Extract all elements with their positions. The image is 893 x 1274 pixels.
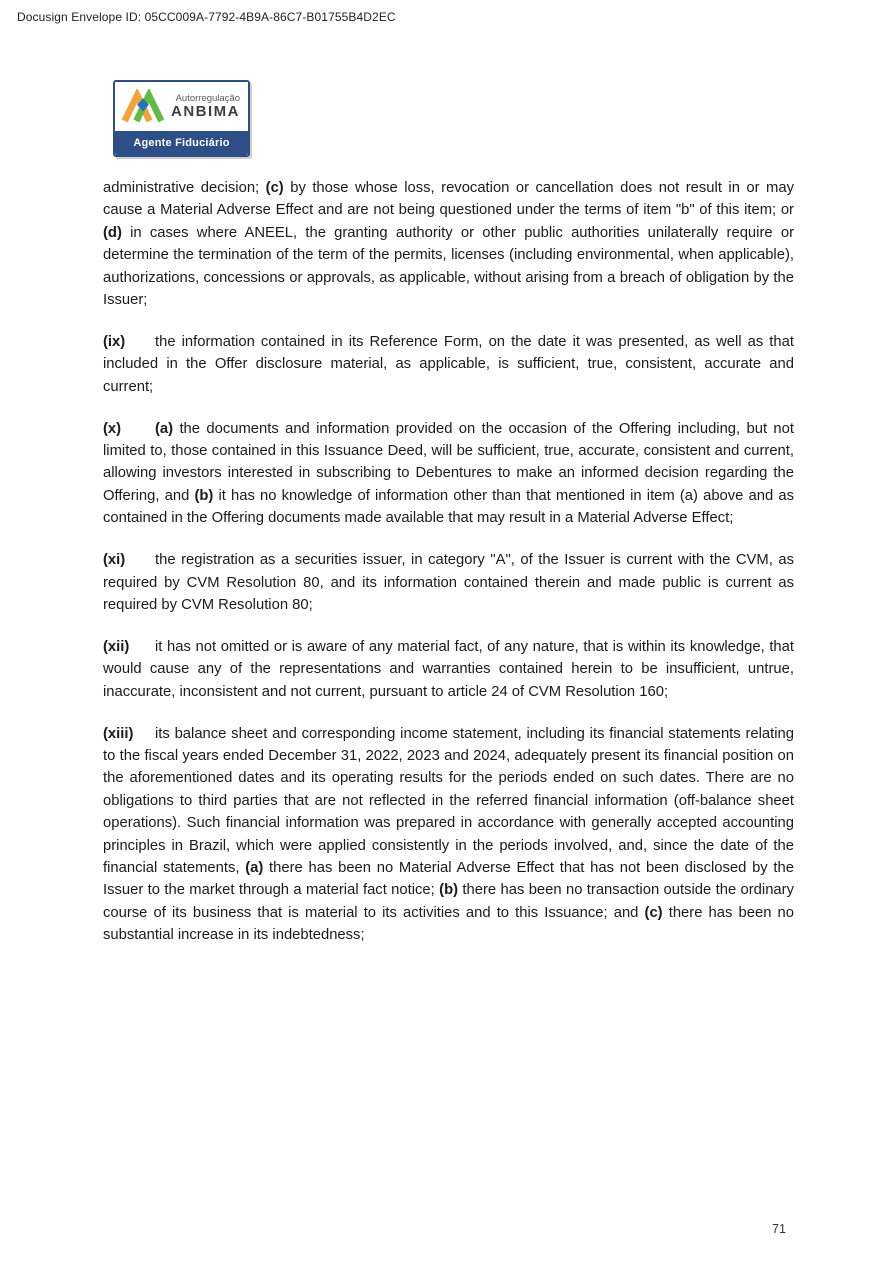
paragraph-label: (ix)	[103, 333, 126, 350]
anbima-brand-name: ANBIMA	[171, 102, 240, 120]
paragraph-label: (x)	[103, 420, 122, 437]
anbima-mark-icon	[121, 89, 165, 125]
text-run: its balance sheet and corresponding income statement, including its financial statements relating to the fiscal years ended December 31, 2022, 2023 and 2024, adequately present its financial position on the aforementioned dates and its operating results for the periods ended on such dates. There are no obligations to third parties that are not reflected in the referred financial information (off-balance sheet operations). Such financial information was prepared in accordance with generally accepted accounting principles in Brazil, which were applied consistently in the periods involved, and, since the date of the financial statements,	[103, 725, 794, 877]
paragraph	[103, 636, 794, 703]
paragraph	[103, 177, 794, 311]
paragraph	[103, 418, 794, 530]
paragraph	[103, 723, 794, 947]
text-run: there has been no transaction outside the ordinary course of its business that is material to its activities and to this Issuance; and	[103, 882, 794, 921]
text-run: in cases where ANEEL, the granting authority or other public authorities unilaterally require or determine the termination of the term of the permits, licenses (including environmental, when applicable), authorizations, concessions or approvals, as applicable, without arising from a breach of obligation by the Issuer;	[103, 224, 794, 309]
text-run: administrative decision;	[103, 180, 266, 196]
paragraph	[103, 549, 794, 616]
bold-run: (b)	[439, 882, 459, 899]
anbima-logo-top	[115, 82, 248, 131]
agente-fiduciario-banner: Agente Fiduciário	[115, 131, 248, 155]
text-run: it has no knowledge of information other than that mentioned in item (a) above and as contained in the Offering documents made available that may result in a Material Adverse Effect;	[103, 487, 794, 527]
bold-run: (a)	[245, 860, 264, 877]
anbima-autorregulacao-label: Autorregulação	[175, 92, 240, 104]
paragraph-label: (xiii)	[103, 725, 134, 742]
text-run: it has not omitted or is aware of any material fact, of any nature, that is within its knowledge, that would cause any of the representations and warranties contained herein to be insufficient, untrue, inaccurate, inconsistent and not current, pursuant to article 24 of CVM Resolution 160;	[103, 638, 794, 700]
paragraph-label: (xii)	[103, 638, 130, 655]
docusign-envelope-id: Docusign Envelope ID: 05CC009A-7792-4B9A-86C7-B01755B4D2EC	[17, 10, 396, 24]
text-run: the information contained in its Reference Form, on the date it was presented, as well as that included in the Offer disclosure material, as applicable, is sufficient, true, consistent, accurate and current;	[103, 333, 794, 395]
bold-run: (c)	[265, 180, 284, 196]
text-run: there has been no Material Adverse Effect that has not been disclosed by the Issuer to the market through a material fact notice;	[103, 860, 794, 899]
bold-run: (b)	[194, 487, 214, 504]
text-run: there has been no substantial increase in its indebtedness;	[103, 904, 795, 944]
paragraph	[103, 331, 794, 398]
text-run: the registration as a securities issuer, in category "A", of the Issuer is current with the CVM, as required by CVM Resolution 80, and its information contained therein and made public is current as required by CVM Resolution 80;	[103, 552, 794, 613]
anbima-logo-text	[171, 94, 242, 120]
text-run: the documents and information provided on the occasion of the Offering including, but not limited to, those contained in this Issuance Deed, will be sufficient, true, accurate, consistent and current, allowing investors interested in subscribing to Debentures to make an informed decision regarding the Offering, and	[103, 420, 794, 504]
document-body	[103, 177, 794, 966]
bold-run: (d)	[103, 224, 122, 241]
paragraph-label: (xi)	[103, 552, 126, 569]
bold-run: (c)	[644, 904, 663, 921]
page-number: 71	[772, 1222, 786, 1236]
bold-run: (a)	[155, 420, 174, 437]
anbima-logo	[113, 80, 250, 157]
text-run: by those whose loss, revocation or cancellation does not result in or may cause a Material Adverse Effect and are not being questioned under the terms of item "b" of this item; or	[103, 180, 794, 219]
